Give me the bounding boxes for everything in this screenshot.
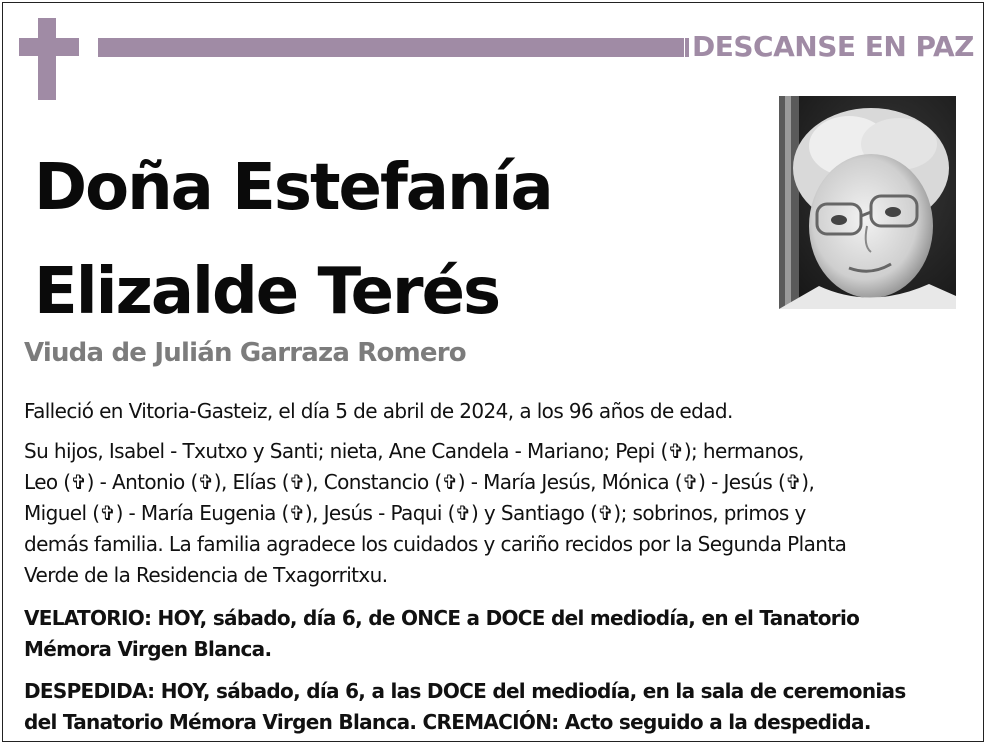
despedida-line: del Tanatorio Mémora Virgen Blanca. CREMACIÓN: Acto seguido a la despedida. — [24, 710, 871, 734]
widow-subtitle: Viuda de Julián Garraza Romero — [24, 338, 466, 368]
despedida-paragraph — [24, 676, 964, 738]
header-label: DESCANSE EN PAZ — [692, 30, 974, 63]
name-line-2: Elizalde Terés — [34, 255, 500, 329]
cross-horizontal-bar — [19, 38, 79, 56]
family-line: Miguel (✞) - María Eugenia (✞), Jesús - Paqui (✞) y Santiago (✞); sobrinos, primos y — [24, 501, 806, 525]
family-line: Verde de la Residencia de Txagorritxu. — [24, 563, 388, 587]
despedida-line: DESPEDIDA: HOY, sábado, día 6, a las DOCE del mediodía, en la sala de ceremonias — [24, 679, 906, 703]
portrait-photo — [779, 96, 956, 309]
family-line: Su hijos, Isabel - Txutxo y Santi; nieta, Ane Candela - Mariano; Pepi (✞); hermanos, — [24, 439, 804, 463]
portrait-illustration — [779, 96, 956, 309]
header-band — [98, 38, 684, 57]
header-band-separator — [685, 38, 689, 57]
name-line-1: Doña Estefanía — [34, 151, 552, 225]
deceased-name — [34, 136, 754, 344]
velatorio-paragraph — [24, 603, 964, 665]
family-paragraph — [24, 436, 964, 591]
velatorio-line: Mémora Virgen Blanca. — [24, 637, 272, 661]
family-line: demás familia. La familia agradece los cuidados y cariño recidos por la Segunda Planta — [24, 532, 847, 556]
death-notice-line: Falleció en Vitoria-Gasteiz, el día 5 de abril de 2024, a los 96 años de edad. — [24, 399, 733, 423]
cross-vertical-bar — [38, 18, 56, 100]
velatorio-line: VELATORIO: HOY, sábado, día 6, de ONCE a DOCE del mediodía, en el Tanatorio — [24, 606, 860, 630]
family-line: Leo (✞) - Antonio (✞), Elías (✞), Constancio (✞) - María Jesús, Mónica (✞) - Jesús (✞), — [24, 470, 815, 494]
